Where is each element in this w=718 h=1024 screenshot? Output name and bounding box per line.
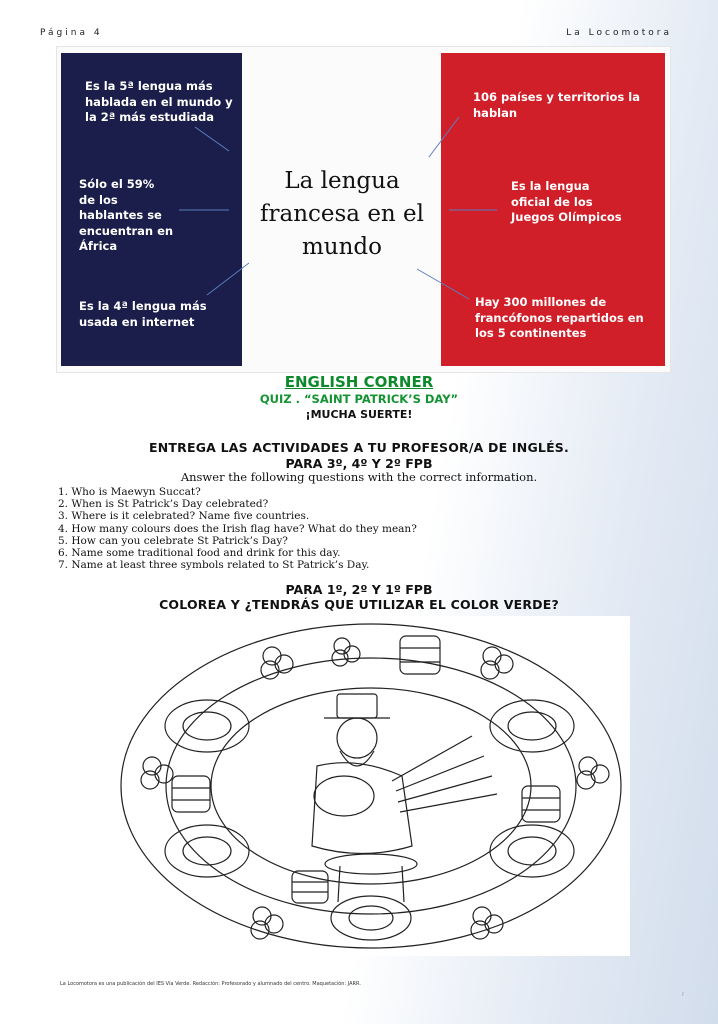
question-item: 3. Where is it celebrated? Name five countries. xyxy=(58,510,310,523)
deliver-instruction: ENTREGA LAS ACTIVIDADES A TU PROFESOR/A DE INGLÉS. xyxy=(149,440,569,455)
question-item: 6. Name some traditional food and drink for this day. xyxy=(58,547,341,560)
quiz-levels: PARA 3º, 4º Y 2º FPB xyxy=(285,456,433,471)
question-list xyxy=(58,486,417,571)
hat-icon xyxy=(165,700,574,940)
fact-fifth-language: Es la 5ª lengua más hablada en el mundo y la 2ª más estudiada xyxy=(85,79,233,124)
fact-olympics: Es la lengua oficial de los Juegos Olímpicos xyxy=(511,179,622,224)
question-item: 1. Who is Maewyn Succat? xyxy=(58,486,201,498)
infographic-title: La lengua francesa en el mundo xyxy=(259,168,425,260)
footer-credit: La Locomotora es una publicación del IES Vía Verde. Redacción: Profesorado y alumnado del centro. Maquetación: JARR. xyxy=(60,981,361,987)
question-item: 5. How can you celebrate St Patrick’s Day? xyxy=(58,534,288,547)
question-item: 7. Name at least three symbols related to St Patrick’s Day. xyxy=(58,559,370,572)
connector-lines xyxy=(57,47,670,372)
good-luck-text: ¡MUCHA SUERTE! xyxy=(305,408,413,421)
fact-countries: 106 países y territorios la hablan xyxy=(473,90,640,120)
question-item: 2. When is St Patrick’s Day celebrated? xyxy=(58,498,269,511)
publication-name: La Locomotora xyxy=(566,28,672,38)
leprechaun-illustration xyxy=(312,694,497,902)
mandala-drawing xyxy=(112,616,630,956)
fact-internet: Es la 4ª lengua más usada en internet xyxy=(79,299,207,329)
quiz-instruction: Answer the following questions with the correct information. xyxy=(180,470,538,484)
english-corner-title: ENGLISH CORNER xyxy=(284,373,434,391)
coloring-instruction: COLOREA Y ¿TENDRÁS QUE UTILIZAR EL COLOR VERDE? xyxy=(159,597,559,612)
fact-africa-speakers: Sólo el 59% de los hablantes se encuentran en África xyxy=(79,177,174,253)
fact-francophones: Hay 300 millones de francófonos repartidos en los 5 continentes xyxy=(475,295,644,340)
quiz-title: QUIZ . “SAINT PATRICK’S DAY” xyxy=(259,392,459,406)
barrel-icon xyxy=(172,636,560,903)
st-patricks-coloring-mandala xyxy=(112,616,630,956)
question-item: 4. How many colours does the Irish flag have? What do they mean? xyxy=(58,522,417,535)
footer-mark: F xyxy=(682,992,685,997)
french-language-infographic xyxy=(56,46,671,373)
coloring-levels: PARA 1º, 2º Y 1º FPB xyxy=(285,582,433,597)
page-number: Página 4 xyxy=(40,28,103,38)
